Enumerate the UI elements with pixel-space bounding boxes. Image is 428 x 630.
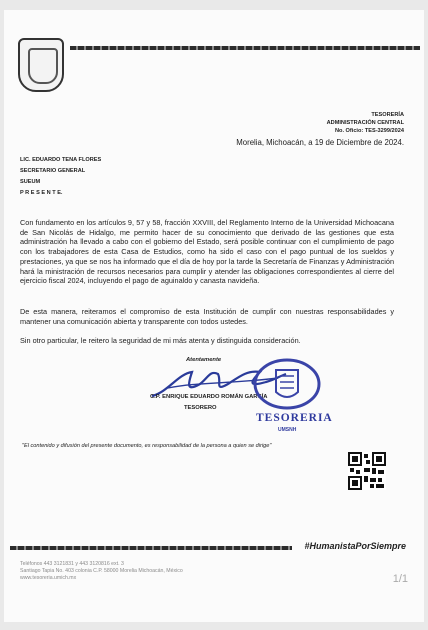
recipient-name: LIC. EDUARDO TENA FLORES bbox=[20, 157, 102, 163]
footer-address: Santiago Tapia No. 403 colonia C.P. 58000 Morelia Michoacán, México bbox=[20, 568, 183, 574]
oficio-number: No. Oficio: TES-3299/2024 bbox=[334, 128, 404, 134]
office-title: TESORERÍA bbox=[371, 112, 404, 118]
footer-phones: Teléfonos 443 3121831 y 443 3120816 ext. 3 bbox=[20, 561, 124, 567]
signer-role: TESORERO bbox=[184, 405, 217, 411]
closing-text: Atentamente bbox=[186, 357, 222, 363]
signer-name: C.P. ENRIQUE EDUARDO ROMÁN GARCÍA bbox=[150, 394, 268, 400]
footer-rule bbox=[10, 546, 292, 550]
university-crest-icon bbox=[18, 38, 64, 92]
hashtag-text: #HumanistaPorSiempre bbox=[304, 541, 406, 551]
date-line: Morelia, Michoacán, a 19 de Diciembre de 2024. bbox=[236, 138, 404, 147]
header-rule bbox=[70, 46, 420, 50]
page-number: 1/1 bbox=[392, 573, 408, 585]
present-line: P R E S E N T E. bbox=[20, 190, 63, 196]
body-paragraph-1: Con fundamento en los artículos 9, 57 y 58, fracción XXVIII, del Reglamento Interno de la Universidad Michoacana de San Nicolás de Hidalgo, me permito hacer de su conocimiento que derivado de las gestiones que esta administración ha llevado a cabo con el gobierno del Estado, será posible continuar con el cumplimiento de pago con los trabajadores de esta Casa de Estudios, como ha sido el caso con el pago puntual de los sueldos y prestaciones, ya que se nos ha informado que el día de hoy por la tarde la Secretaría de Finanzas y Administración hará la ministración de recursos necesarios para cumplir y atender las obligaciones correspondientes al cierre del ejercicio fiscal 2024, incluyendo el pago de aguinaldo y canasta navideña. bbox=[20, 218, 394, 286]
body-paragraph-3: Sin otro particular, le reitero la seguridad de mi más atenta y distinguida consideración. bbox=[20, 336, 301, 345]
recipient-org: SUEUM bbox=[20, 179, 41, 185]
seal-text: TESORERIA bbox=[256, 412, 333, 424]
treasury-seal-icon bbox=[250, 358, 324, 410]
body-paragraph-2: De esta manera, reiteramos el compromiso de esta Institución de cumplir con nuestras responsabilidades y mantener una comunicación abierta y transparente con todos ustedes. bbox=[20, 307, 394, 326]
footer-website: www.tesoreria.umich.mx bbox=[20, 575, 77, 581]
department-title: ADMINISTRACIÓN CENTRAL bbox=[326, 120, 404, 126]
seal-subtext: UMSNH bbox=[278, 427, 297, 433]
qr-code-icon bbox=[348, 452, 386, 490]
disclaimer-text: "El contenido y difusión del presente documento, es responsabilidad de la persona a quien se dirige" bbox=[22, 443, 272, 449]
recipient-title: SECRETARIO GENERAL bbox=[20, 168, 86, 174]
